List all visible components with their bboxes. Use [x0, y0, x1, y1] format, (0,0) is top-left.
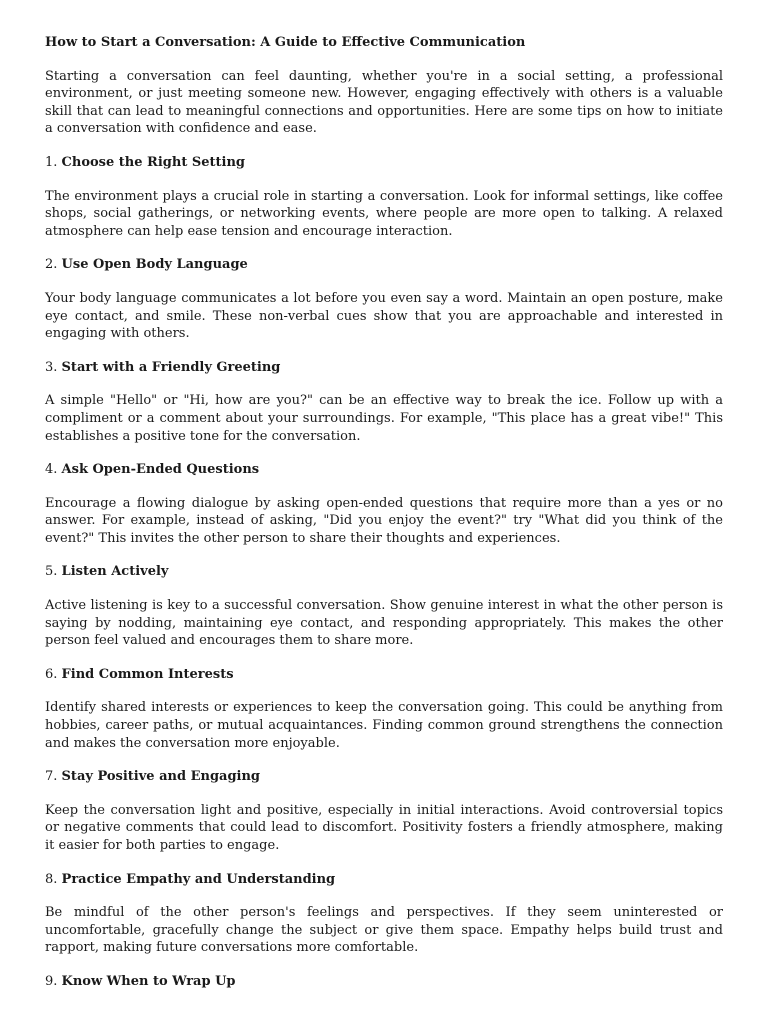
section-body-1: The environment plays a crucial role in starting a conversation. Look for informal settings, like coffee shops, social gatherings, or networking events, where people are more open to talking. A relaxed atmosphere can help ease tension and encourage interaction. [45, 188, 723, 239]
section-heading-8 [45, 871, 723, 889]
section-body-3: A simple "Hello" or "Hi, how are you?" can be an effective way to break the ice. Follow up with a compliment or a comment about your surroundings. For example, "This place has a great vibe!" This establishes a positive tone for the conversation. [45, 393, 723, 444]
section-heading-4 [45, 461, 723, 479]
section-title: Listen Actively [61, 564, 169, 580]
document-page [45, 34, 723, 1007]
section-title: Know When to Wrap Up [61, 973, 236, 989]
section-heading-9 [45, 973, 723, 991]
section-heading-1 [45, 154, 723, 172]
section-number: 4. [45, 462, 58, 478]
section-title: Choose the Right Setting [61, 154, 246, 170]
document-title: How to Start a Conversation: A Guide to Effective Communication [45, 35, 526, 50]
section-body-7: Keep the conversation light and positive, especially in initial interactions. Avoid controversial topics or negative comments that could lead to discomfort. Positivity fosters a friendly atmosphere, making it easier for both parties to engage. [45, 802, 723, 853]
section-number: 2. [45, 257, 58, 273]
section-heading-5 [45, 563, 723, 581]
section-heading-3 [45, 359, 723, 377]
section-title: Stay Positive and Engaging [61, 769, 261, 785]
section-number: 3. [45, 359, 58, 375]
intro-paragraph: Starting a conversation can feel daunting, whether you're in a social setting, a professional environment, or just meeting someone new. However, engaging effectively with others is a valuable skill that can lead to meaningful connections and opportunities. Here are some tips on how to initiate a conversation with confidence and ease. [45, 68, 723, 137]
section-body-2: Your body language communicates a lot before you even say a word. Maintain an open posture, make eye contact, and smile. These non-verbal cues show that you are approachable and interested in engaging with others. [45, 290, 723, 342]
section-number: 6. [45, 666, 58, 682]
section-title: Start with a Friendly Greeting [61, 359, 281, 375]
section-heading-7 [45, 768, 723, 786]
section-title: Use Open Body Language [61, 257, 248, 273]
section-number: 1. [45, 154, 58, 170]
section-heading-2 [45, 256, 723, 274]
section-title: Ask Open-Ended Questions [61, 462, 260, 478]
section-title: Find Common Interests [61, 666, 234, 682]
section-body-4: Encourage a flowing dialogue by asking open-ended questions that require more than a yes or no answer. For example, instead of asking, "Did you enjoy the event?" try "What did you think of the event?" This invites the other person to share their thoughts and experiences. [45, 495, 723, 546]
section-heading-6 [45, 666, 723, 684]
section-title: Practice Empathy and Understanding [61, 871, 336, 887]
section-body-8: Be mindful of the other person's feelings and perspectives. If they seem uninterested or uncomfortable, gracefully change the subject or give them space. Empathy helps build trust and rapport, making future conversations more comfortable. [45, 905, 723, 956]
section-body-6: Identify shared interests or experiences to keep the conversation going. This could be anything from hobbies, career paths, or mutual acquaintances. Finding common ground strengthens the connection and makes the conversation more enjoyable. [45, 700, 723, 751]
section-number: 5. [45, 564, 58, 580]
section-number: 8. [45, 871, 58, 887]
section-body-5: Active listening is key to a successful conversation. Show genuine interest in what the other person is saying by nodding, maintaining eye contact, and responding appropriately. This makes the other person feel valued and encourages them to share more. [45, 598, 723, 649]
section-number: 9. [45, 973, 58, 989]
section-number: 7. [45, 769, 58, 785]
